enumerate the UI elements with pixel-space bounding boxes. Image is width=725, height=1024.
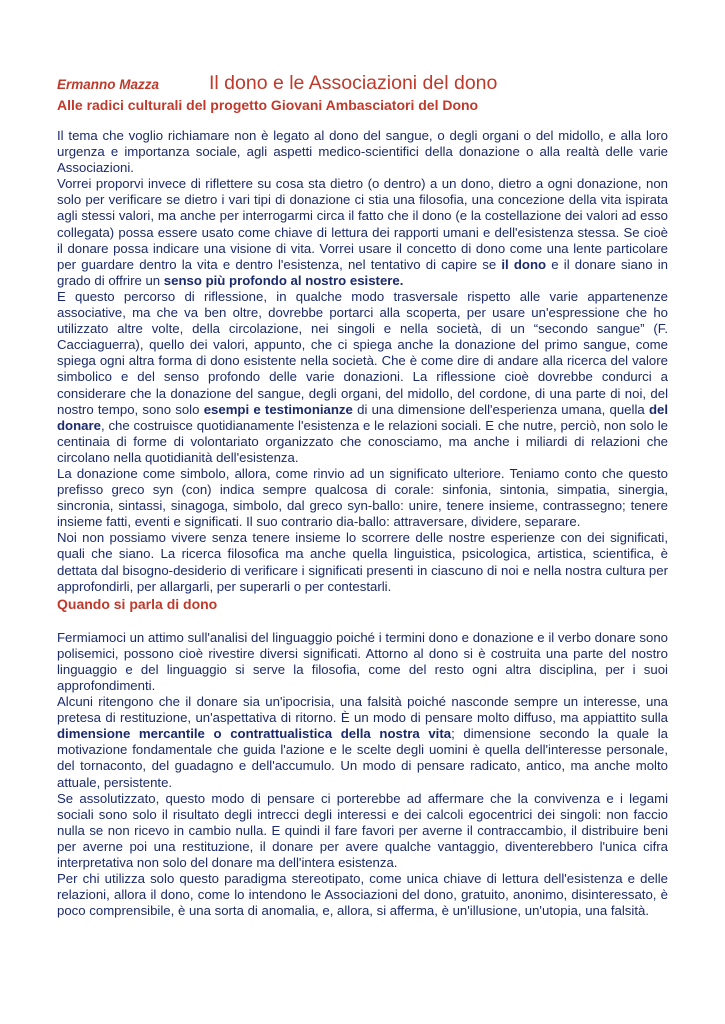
- text-run: e il donare siano in grado di offrire un: [57, 256, 668, 288]
- bold-text: esempi e testimonianze: [203, 401, 353, 417]
- section-heading-radici: Alle radici culturali del progetto Giovani Ambasciatori del Dono: [57, 97, 479, 113]
- text-run: , che costruisce quotidianamente l'esistenza e le relazioni sociali. E che nutre, perciò, non solo le centinaia di forme di volontariato organizzato che conosciamo, ma anche i miliardi di relazioni che circolano nella quotidianità dell'esistenza.: [57, 417, 668, 465]
- paragraph: Se assolutizzato, questo modo di pensare ci porterebbe ad affermare che la convivenza e i legami sociali sono solo il risultato degli intrecci degli interessi e dei calcoli egocentrici dei singoli: non faccio nulla se non ricevo in cambio nulla. E quindi il fare favori per averne il contraccambio, il distribuire beni per averne poi una restituzione, il donare per avere qualche vantaggio, diventerebbero l'unica cifra interpretativa non solo del donare ma dell'intera esistenza.: [57, 790, 668, 871]
- paragraph: Fermiamoci un attimo sull'analisi del linguaggio poiché i termini dono e donazione e il verbo donare sono polisemici, possono cioè rivestire diversi significati. Attorno al dono si è costruita una parte del nostro linguaggio e del linguaggio si serve la filosofia, come del resto ogni altra disciplina, per i suoi approfondimenti.: [57, 629, 668, 693]
- text-run: ; dimensione secondo la quale la motivazione fondamentale che guida l'azione e le scelte degli uomini è quella dell'interesse personale, del tornaconto, del guadagno e dell'accumulo. Un modo di pensare radicato, antico, ma anche molto attuale, persistente.: [57, 726, 668, 790]
- paragraph: La donazione come simbolo, allora, come rinvio ad un significato ulteriore. Teniamo conto che questo prefisso greco syn (con) indica sempre qualcosa di corale: sinfonia, sintonia, simpatia, sinergia, sincronia, sintassi, sinagoga, simbolo, dal greco syn-ballo: unire, tenere insieme, contrassegno; tenere insieme fatti, eventi e significati. Il suo contrario dia-ballo: attraversare, dividere, separare.: [57, 465, 668, 530]
- text-run: Alcuni ritengono che il donare sia un'ipocrisia, una falsità poiché nasconde sempre un interesse, una pretesa di restituzione, un'aspettativa di ritorno. È un modo di pensare molto diffuso, ma appiattito sulla: [57, 694, 668, 726]
- text-run: Vorrei proporvi invece di riflettere su cosa sta dietro (o dentro) a un dono, dietro a ogni donazione, non solo per verificare se dietro i vari tipi di donazione ci stia una filosofia, una concezione della vita ispirata agli stessi valori, ma anche per interrogarmi circa il fatto che il dono (e la costellazione dei valori ad esso collegata) possa essere usato come chiave di lettura dei rapporti umani e dell'esistenza stessa. Se cioè il donare possa indicare una visione di vita. Vorrei usare il concetto di dono come una lente particolare per guardare dentro la vita e dentro l'esistenza, nel tentativo di capire se: [57, 176, 668, 272]
- title-row: [57, 72, 668, 96]
- section-heading-dono: Quando si parla di dono: [57, 595, 218, 612]
- page-title: Il dono e le Associazioni del dono: [209, 72, 498, 94]
- section-body-dono: [57, 630, 668, 920]
- paragraph: [57, 176, 668, 289]
- text-run: di una dimensione dell'esperienza umana, quella: [352, 401, 649, 417]
- bold-text: il dono: [501, 256, 547, 272]
- paragraph: Noi non possiamo vivere senza tenere insieme lo scorrere delle nostre esperienze con dei significati, quali che siano. La ricerca filosofica ma anche quella linguistica, psicologica, artistica, scientifica, è dettata dal bisogno-desiderio di verificare i significati presenti in ciascuno di noi e nella nostra cultura per approfondirli, per allargarli, per superarli o per contestarli.: [57, 530, 668, 594]
- bold-text: dimensione mercantile o contrattualistica della nostra vita: [57, 726, 452, 742]
- author-name: Ermanno Mazza: [57, 77, 160, 92]
- text-run: E questo percorso di riflessione, in qualche modo trasversale rispetto alle varie appartenenze associative, ma che va ben oltre, dovrebbe portarci alla scoperta, per usare un'espressione che ho utilizzato altre volte, della circolazione, nei singoli e nella società, di un “secondo sangue” (F. Cacciaguerra), quello dei valori, appunto, che ci spiega anche la donazione del primo sangue, come spiega ogni altra forma di dono esistente nella società. Che è come dire di andare alla ricerca del valore simbolico e del senso profondo delle varie donazioni. La riflessione cioè dovrebbe condurci a considerare che la donazione del sangue, degli organi, del midollo, del cordone, di una parte di noi, del nostro tempo, sono solo: [57, 288, 668, 417]
- paragraph: [57, 694, 668, 791]
- bold-text: senso più profondo al nostro esistere.: [163, 272, 404, 288]
- bold-text: del donare: [57, 401, 669, 433]
- paragraph: Per chi utilizza solo questo paradigma stereotipato, come unica chiave di lettura dell'esistenza e delle relazioni, allora il dono, come lo intendono le Associazioni del dono, gratuito, anonimo, disinteressato, è poco comprensibile, è una sorta di anomalia, e, allora, si afferma, è un'illusione, un'utopia, una falsità.: [57, 871, 668, 919]
- paragraph: [57, 289, 668, 466]
- paragraph: Il tema che voglio richiamare non è legato al dono del sangue, o degli organi o del midollo, e alla loro urgenza e importanza sociale, agli aspetti medico-scientifici della donazione o alla realtà delle varie Associazioni.: [57, 128, 668, 176]
- section-body-radici: [57, 128, 668, 595]
